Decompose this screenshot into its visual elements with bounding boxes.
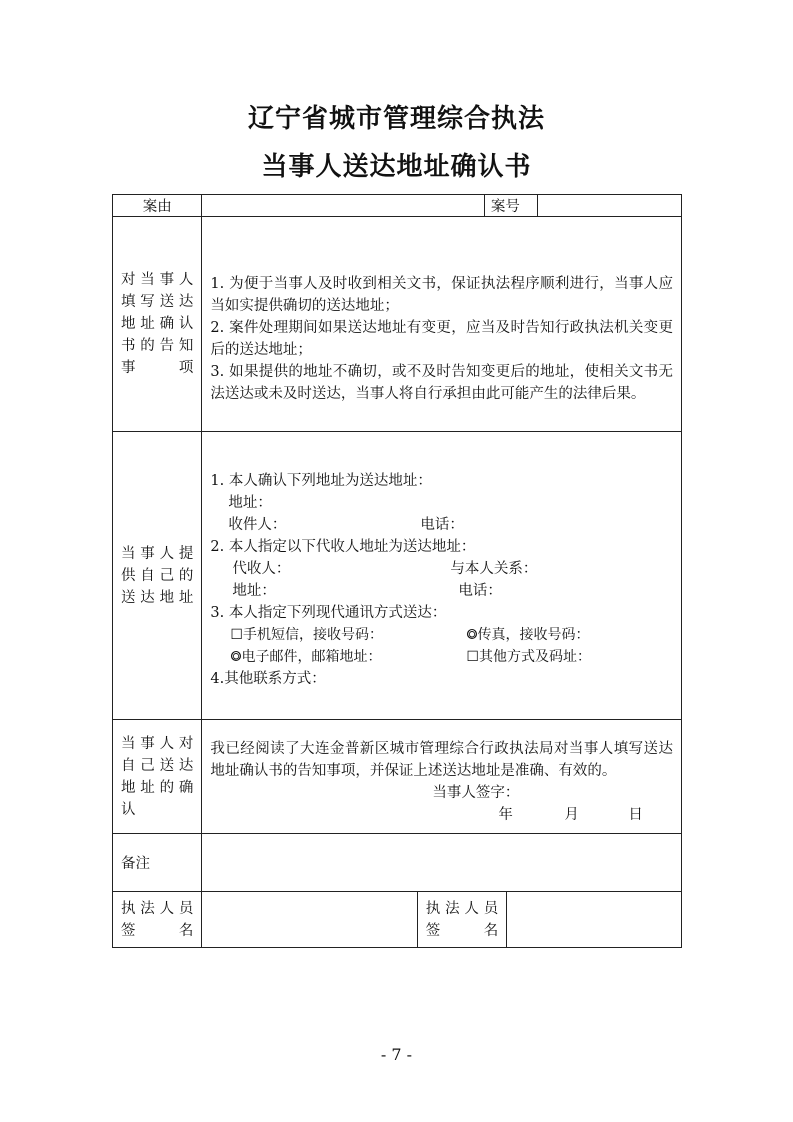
case-number-label: 案号 — [484, 195, 537, 217]
date-month-label: 月 — [564, 807, 579, 823]
confirmation-form-table — [112, 194, 682, 948]
address-content — [202, 432, 682, 720]
confirm-label: 当事人对自己送达地址的确认 — [113, 720, 202, 834]
date-day-label: 日 — [628, 807, 643, 823]
address-label: 当事人提供自己的送达地址 — [113, 432, 202, 720]
address-item-1: 1. 本人确认下列地址为送达地址： — [210, 473, 432, 489]
address-item-4[interactable]: 4.其他联系方式： — [210, 671, 326, 687]
address-field-label[interactable]: 地址： — [228, 495, 272, 511]
document-title-line2: 当事人送达地址确认书 — [261, 152, 532, 182]
party-signature-label[interactable]: 当事人签字： — [432, 785, 520, 801]
officer-signature-field-2[interactable] — [507, 892, 682, 948]
phone-field-label[interactable]: 电话： — [420, 517, 464, 533]
email-option-radio[interactable]: ⭗电子邮件，邮箱地址： — [230, 649, 382, 665]
case-cause-label: 案由 — [113, 195, 202, 217]
fax-option-radio[interactable]: ⭗传真，接收号码： — [466, 627, 590, 643]
sms-option-checkbox[interactable]: ☐手机短信，接收号码： — [230, 627, 383, 643]
document-title-line1: 辽宁省城市管理综合执法 — [247, 104, 545, 134]
notice-item-2: 2. 案件处理期间如果送达地址有变更，应当及时告知行政执法机关变更后的送达地址； — [210, 320, 673, 358]
remarks-field[interactable] — [202, 834, 682, 892]
date-year-label: 年 — [498, 807, 513, 823]
officer-signature-label-2: 执法人员 签 名 — [417, 892, 506, 948]
confirm-text: 我已经阅读了大连金普新区城市管理综合行政执法局对当事人填写送达地址确认书的告知事项，并保证上述送达地址是准确、有效的。 — [210, 741, 673, 779]
address-item-2: 2. 本人指定以下代收人地址为送达地址： — [210, 539, 476, 555]
recipient-field-label[interactable]: 收件人： — [228, 517, 287, 533]
agent-phone-field-label[interactable]: 电话： — [458, 583, 502, 599]
case-number-field[interactable] — [537, 195, 681, 217]
address-item-3: 3. 本人指定下列现代通讯方式送达： — [210, 605, 447, 621]
page-number: - 7 - — [380, 1045, 413, 1064]
notice-label: 对当事人填写送达地址确认书的告知事项 — [113, 217, 202, 432]
other-option-checkbox[interactable]: ☐其他方式及码址： — [466, 649, 591, 665]
officer-signature-field-1[interactable] — [202, 892, 417, 948]
confirm-content — [202, 720, 682, 834]
notice-content — [202, 217, 682, 432]
agent-address-field-label[interactable]: 地址： — [232, 583, 276, 599]
remarks-label: 备注 — [113, 834, 202, 892]
officer-signature-label-1: 执法人员 签 名 — [113, 892, 202, 948]
case-cause-field[interactable] — [202, 195, 484, 217]
notice-item-1: 1. 为便于当事人及时收到相关文书，保证执法程序顺利进行，当事人应当如实提供确切的送达地址； — [210, 276, 673, 314]
agent-field-label[interactable]: 代收人： — [232, 561, 291, 577]
notice-item-3: 3. 如果提供的地址不确切，或不及时告知变更后的地址，使相关文书无法送达或未及时送达，当事人将自行承担由此可能产生的法律后果。 — [210, 364, 673, 402]
relation-field-label[interactable]: 与本人关系： — [450, 561, 538, 577]
